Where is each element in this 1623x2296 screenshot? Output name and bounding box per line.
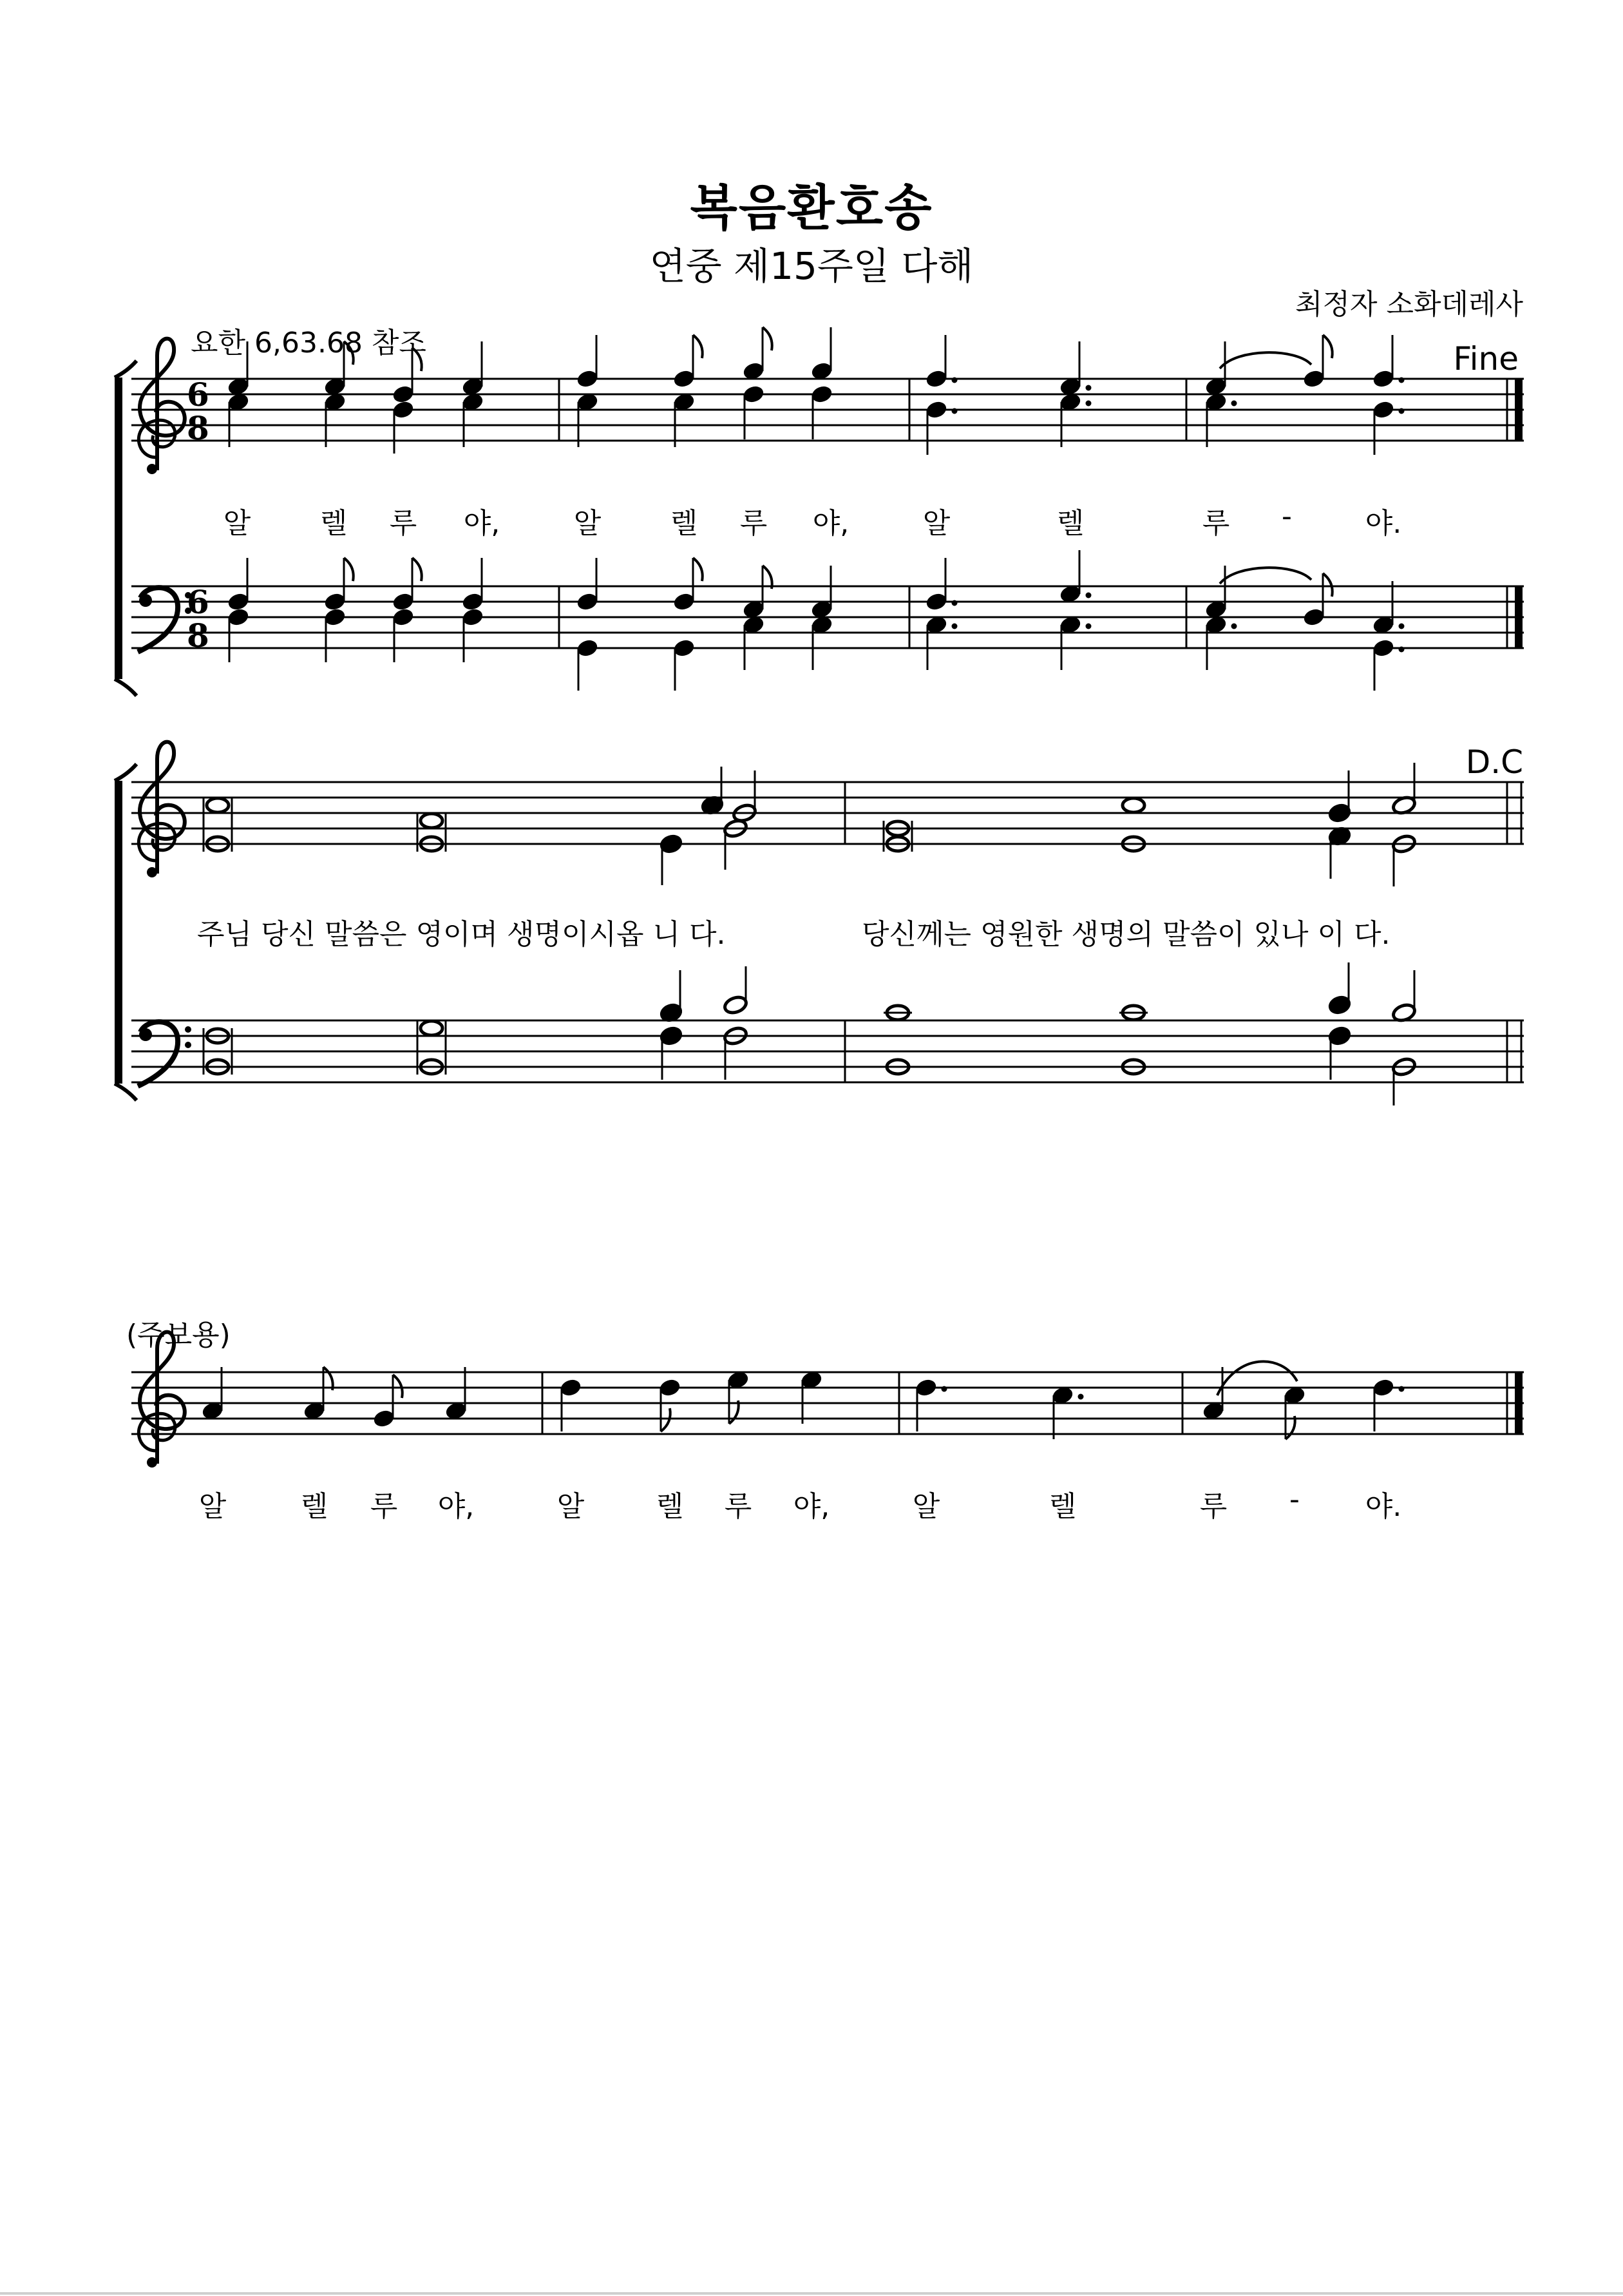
lyric-syllable: 알 <box>556 1490 585 1523</box>
composer-credit: 최정자 소화데레사 <box>1295 288 1523 321</box>
treble-clef-icon <box>138 1332 184 1468</box>
treble-staff <box>131 1372 1524 1434</box>
lyric-syllable: 야, <box>463 507 500 540</box>
lyric-syllable: - <box>1282 500 1292 533</box>
lyric-syllable: 알 <box>223 507 251 540</box>
lyric-syllable: 렐 <box>300 1490 328 1523</box>
bass-clef-icon <box>138 588 191 652</box>
treble-staff <box>131 782 1524 844</box>
system-bracket <box>115 361 137 696</box>
lyric-syllable: 야, <box>793 1490 830 1523</box>
lyric-syllable: 알 <box>573 507 602 540</box>
bulletin-label: (주보용) <box>126 1319 231 1352</box>
lyric-syllable: - <box>1289 1483 1300 1516</box>
dc-marking: D.C <box>1465 743 1523 781</box>
lyric-syllable: 렐 <box>1056 507 1085 540</box>
final-barline <box>1515 1372 1523 1434</box>
lyric-syllable: 야, <box>437 1490 475 1523</box>
lyric-syllable: 루 <box>389 507 417 540</box>
verse-line-1: 주님 당신 말씀은 영이며 생명이시옵 니 다. <box>197 918 726 951</box>
lyric-syllable: 알 <box>922 507 951 540</box>
time-sig-bottom: 8 <box>187 409 209 447</box>
lyric-syllable: 루 <box>370 1490 398 1523</box>
system-3 <box>131 1332 1524 1468</box>
lyric-syllable: 야. <box>1365 1490 1402 1523</box>
lyric-syllable: 야. <box>1365 507 1402 540</box>
bass-notes-2 <box>204 962 1417 1105</box>
time-sig-top: 6 <box>187 376 209 414</box>
lyric-syllable: 렐 <box>1049 1490 1077 1523</box>
time-sig-bottom: 8 <box>187 617 209 655</box>
treble-clef-icon <box>138 742 184 877</box>
lyric-syllable: 루 <box>739 507 768 540</box>
verse-line-2: 당신께는 영원한 생명의 말씀이 있나 이 다. <box>862 918 1390 951</box>
final-barline <box>1515 379 1523 648</box>
lyric-syllable: 알 <box>198 1490 227 1523</box>
score-title: 복음환호송 <box>690 179 933 236</box>
lyric-syllable: 렐 <box>670 507 698 540</box>
scripture-reference: 요한 6,63.68 참조 <box>191 327 426 359</box>
lyric-syllable: 루 <box>1199 1490 1228 1523</box>
system-2 <box>115 742 1524 1105</box>
treble-notes-1 <box>227 327 1404 455</box>
system-1 <box>115 327 1524 696</box>
bass-clef-icon <box>138 1022 191 1086</box>
lyric-syllable: 루 <box>1202 507 1230 540</box>
barlines <box>845 782 1521 1082</box>
lyric-syllable: 알 <box>912 1490 940 1523</box>
lyric-syllable: 렐 <box>656 1490 684 1523</box>
lyric-syllable: 렐 <box>319 507 348 540</box>
barlines <box>559 379 1507 648</box>
lyric-syllable: 야, <box>812 507 849 540</box>
treble-clef-icon <box>138 339 184 474</box>
time-sig-top: 6 <box>187 583 209 621</box>
score-subtitle: 연중 제15주일 다해 <box>649 244 974 288</box>
fine-marking: Fine <box>1453 340 1519 378</box>
system-bracket <box>115 764 137 1100</box>
lyric-syllable: 루 <box>724 1490 752 1523</box>
bass-staff <box>131 1020 1524 1082</box>
bass-notes-1 <box>227 550 1404 691</box>
